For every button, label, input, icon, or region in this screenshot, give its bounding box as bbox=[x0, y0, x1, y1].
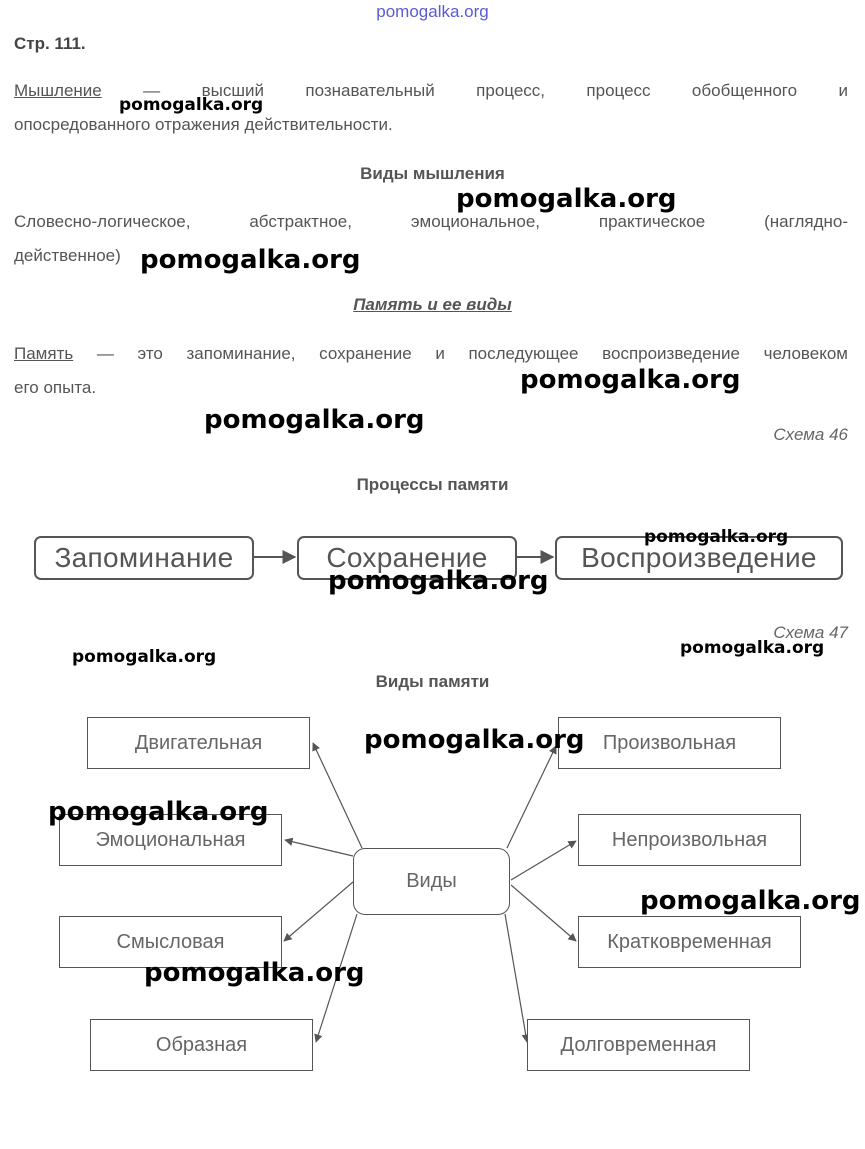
watermark: pomogalka.org bbox=[204, 405, 425, 435]
watermark: pomogalka.org bbox=[144, 958, 365, 988]
scheme-47-label: Схема 47 bbox=[773, 623, 848, 642]
watermark-top: pomogalka.org bbox=[376, 2, 489, 21]
arrow-semantic bbox=[284, 882, 353, 941]
type-emotional: Эмоциональная bbox=[59, 814, 282, 866]
memory-term: Память bbox=[14, 344, 74, 363]
watermark: pomogalka.org bbox=[456, 184, 677, 214]
arrow-shortterm bbox=[511, 885, 576, 941]
process-storage: Сохранение bbox=[297, 536, 517, 580]
process-reproduction: Воспроизведение bbox=[555, 536, 843, 580]
type-longterm: Долговременная bbox=[527, 1019, 750, 1071]
thinking-definition-text: — высший познавательный процесс, процесс обобщенного и bbox=[143, 81, 848, 100]
watermark: pomogalka.org bbox=[364, 725, 585, 755]
arrow-involuntary bbox=[511, 841, 576, 880]
memory-section-title: Память и ее виды bbox=[353, 295, 512, 314]
watermark: pomogalka.org bbox=[140, 245, 361, 275]
watermark: pomogalka.org bbox=[48, 797, 269, 827]
watermark: pomogalka.org bbox=[119, 95, 264, 115]
type-motor: Двигательная bbox=[87, 717, 310, 769]
arrow-longterm bbox=[505, 914, 527, 1042]
watermark: pomogalka.org bbox=[640, 886, 861, 916]
memory-definition-line2: его опыта. bbox=[14, 378, 97, 397]
arrow-voluntary bbox=[507, 746, 556, 848]
type-semantic: Смысловая bbox=[59, 916, 282, 968]
thinking-types-line2: действенное) bbox=[14, 246, 121, 265]
scheme-47-title: Виды памяти bbox=[375, 672, 490, 691]
watermark: pomogalka.org bbox=[328, 566, 549, 596]
thinking-types-title: Виды мышления bbox=[360, 164, 505, 183]
types-center-node: Виды bbox=[353, 848, 510, 915]
arrow-motor bbox=[313, 743, 362, 848]
watermark: pomogalka.org bbox=[72, 647, 217, 667]
page-heading: Стр. 111. bbox=[14, 34, 86, 53]
arrow-emotional bbox=[285, 840, 353, 856]
memory-definition-text: — это запоминание, сохранение и последующее воспроизведение человеком bbox=[96, 344, 848, 363]
process-memorization: Запоминание bbox=[34, 536, 254, 580]
type-shortterm: Кратковременная bbox=[578, 916, 801, 968]
watermark: pomogalka.org bbox=[680, 638, 825, 658]
scheme-46-title: Процессы памяти bbox=[356, 475, 509, 494]
watermark: pomogalka.org bbox=[520, 365, 741, 395]
thinking-types-line1: Словесно-логическое, абстрактное, эмоциональное, практическое (наглядно- bbox=[14, 212, 848, 231]
type-voluntary: Произвольная bbox=[558, 717, 781, 769]
watermark: pomogalka.org bbox=[644, 527, 789, 547]
thinking-term: Мышление bbox=[14, 81, 102, 100]
scheme-46-label: Схема 46 bbox=[773, 425, 848, 444]
type-involuntary: Непроизвольная bbox=[578, 814, 801, 866]
thinking-definition-line2: опосредованного отражения действительности. bbox=[14, 115, 393, 134]
type-figurative: Образная bbox=[90, 1019, 313, 1071]
